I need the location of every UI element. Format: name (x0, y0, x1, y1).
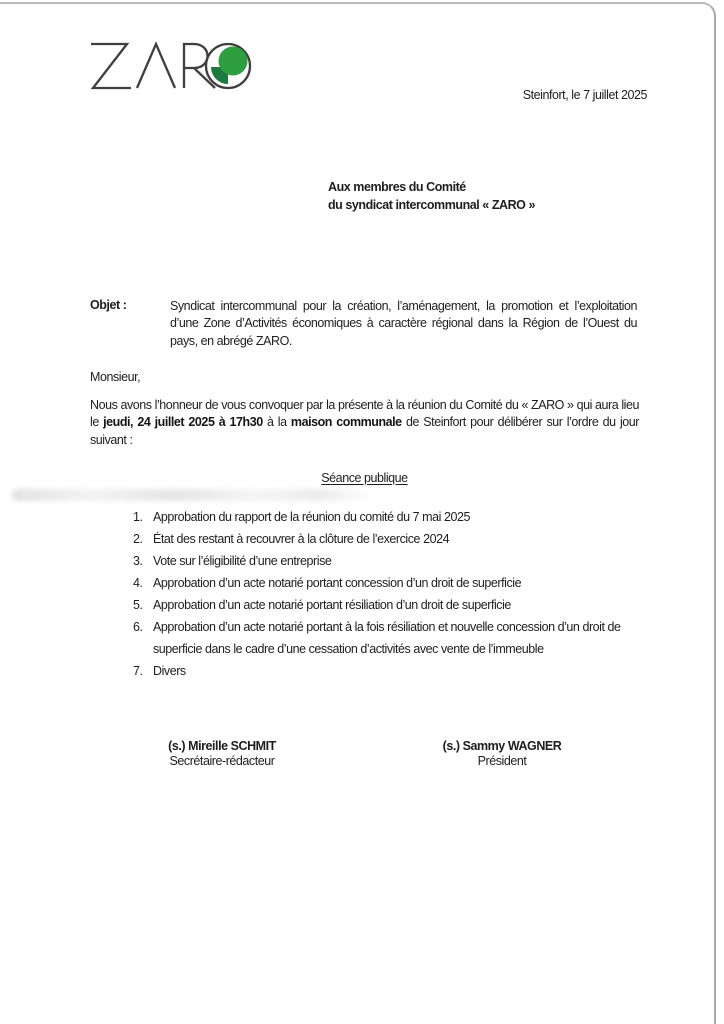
signature-secretary-title: Secrétaire-rédacteur (169, 754, 275, 768)
agenda-item-3 (133, 550, 638, 572)
agenda-item-number: 2. (133, 532, 143, 546)
logo-letter-z (91, 44, 131, 88)
agenda-item-text: Approbation d’un acte notarié portant résiliation d’un droit de superficie (153, 598, 511, 612)
agenda-item-number: 7. (133, 664, 143, 678)
logo-letter-r (184, 44, 215, 88)
agenda-item-2 (133, 528, 638, 550)
agenda-item-7 (133, 660, 638, 682)
signature-president-name: (s.) Sammy WAGNER (442, 739, 562, 753)
agenda-item-4 (133, 572, 638, 594)
agenda-item-number: 4. (133, 576, 143, 590)
body-end: de Steinfort pour délibérer sur l’ordre du jour suivant : (90, 415, 639, 447)
salutation: Monsieur, (90, 370, 141, 384)
agenda-item-text: Approbation d’un acte notarié portant concession d’un droit de superficie (153, 576, 522, 590)
body-intro: Nous avons l’honneur de vous convoquer par la présente à la réunion du Comité du « ZARO » qui aura lieu le (90, 398, 639, 430)
agenda-heading-text: Séance publique (321, 471, 408, 485)
agenda-heading (90, 471, 639, 485)
agenda-item-number: 6. (133, 620, 143, 634)
agenda-item-text: État des restant à recouvrer à la clôture de l’exercice 2024 (153, 532, 450, 546)
signature-president (422, 739, 582, 769)
body-meeting-place: maison communale (290, 415, 402, 430)
recipient-line-2: du syndicat intercommunal « ZARO » (328, 198, 535, 212)
agenda-item-6 (133, 616, 638, 660)
scan-bleed-artifact (12, 489, 374, 501)
body-paragraph (90, 397, 639, 449)
subject-text: Syndicat intercommunal pour la création, l’aménagement, la promotion et l’exploitation d’une Zone d’Activités économiques à caractère régional dans la Région de l’Ouest du pays, en abrégé ZARO. (170, 299, 637, 348)
agenda-item-number: 1. (133, 510, 143, 524)
subject-label: Objet : (90, 298, 127, 312)
signature-secretary (147, 739, 297, 769)
body-mid: à la (262, 415, 291, 430)
zaro-logo (88, 41, 252, 91)
logo-tree-icon (211, 47, 248, 85)
signature-president-title: Président (477, 754, 527, 768)
recipient-line-1: Aux membres du Comité (328, 180, 466, 194)
agenda-item-1 (133, 506, 638, 528)
signature-secretary-name: (s.) Mireille SCHMIT (168, 739, 276, 753)
agenda-item-text: Divers (153, 664, 186, 678)
agenda-item-text: Approbation du rapport de la réunion du comité du 7 mai 2025 (153, 510, 470, 524)
date-line: Steinfort, le 7 juillet 2025 (522, 88, 647, 102)
agenda-item-5 (133, 594, 638, 616)
agenda-list (133, 506, 638, 682)
recipient-block (328, 178, 535, 214)
agenda-item-number: 3. (133, 554, 143, 568)
agenda-item-text: Approbation d’un acte notarié portant à la fois résiliation et nouvelle concession d’un droit de superficie dans le cadre d’une cessation d’activités avec vente de l’immeuble (153, 620, 621, 656)
body-meeting-datetime: jeudi, 24 juillet 2025 à 17h30 (103, 415, 263, 430)
logo-letter-a (137, 44, 175, 88)
agenda-item-number: 5. (133, 598, 143, 612)
agenda-item-text: Vote sur l’éligibilité d’une entreprise (153, 554, 332, 568)
